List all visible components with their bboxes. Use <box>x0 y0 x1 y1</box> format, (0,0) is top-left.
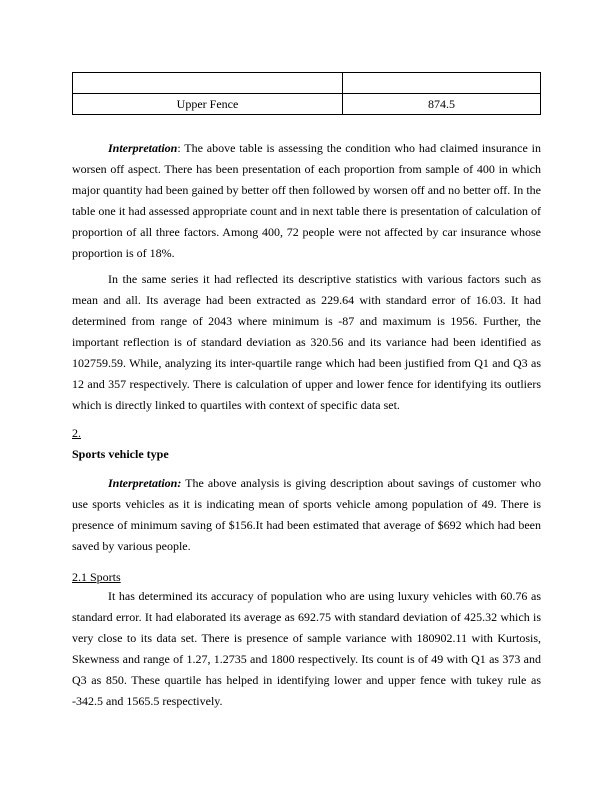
interpretation-label: Interpretation: <box>108 476 182 490</box>
table-cell-value <box>343 73 541 94</box>
table-cell-label: Upper Fence <box>73 94 343 115</box>
statistics-table <box>72 72 541 115</box>
paragraph-text: The above analysis is giving description about savings of customer who use sports vehicles as it is indicating mean of sports vehicle among population of 49. There is presence of minimum saving of $156.It had been estimated that average of $692 which had been saved by various people. <box>72 476 541 553</box>
section-title: Sports vehicle type <box>72 447 169 461</box>
table-cell-value: 874.5 <box>343 94 541 115</box>
paragraph-text: It has determined its accuracy of population who are using luxury vehicles with 60.76 as standard error. It had elaborated its average as 692.75 with standard deviation of 425.32 which is very close to its data set. There is presence of sample variance with 180902.11 with Kurtosis, Skewness and range of 1.27, 1.2735 and 1800 respectively. Its count is of 49 with Q1 as 373 and Q3 as 850. These quartile has helped in identifying lower and upper fence with tukey rule as -342.5 and 1565.5 respectively. <box>72 589 541 708</box>
section-number: 2. <box>72 426 81 440</box>
descriptive-statistics-paragraph <box>72 269 541 416</box>
paragraph-text: : The above table is assessing the condition who had claimed insurance in worsen off aspect. There has been presentation of each proportion from sample of 400 in which major quantity had been gained by better off then followed by worsen off and no better off. In the table one it had assessed appropriate count and in next table there is presentation of calculation of proportion of all three factors. Among 400, 72 people were not affected by car insurance whose proportion is of 18%. <box>72 141 541 260</box>
table-cell-label <box>73 73 343 94</box>
table-row <box>73 73 541 94</box>
interpretation-paragraph-2 <box>72 473 541 557</box>
table-row <box>73 94 541 115</box>
sports-paragraph <box>72 586 541 712</box>
subsection-title: 2.1 Sports <box>72 570 121 584</box>
paragraph-text: In the same series it had reflected its descriptive statistics with various factors such as mean and all. Its average had been extracted as 229.64 with standard error of 16.03. It had determined from range of 2043 where minimum is -87 and maximum is 1956. Further, the important reflection is of standard deviation as 320.56 and its variance had been identified as 102759.59. While, analyzing its inter-quartile range which had been justified from Q1 and Q3 as 12 and 357 respectively. There is calculation of upper and lower fence for identifying its outliers which is directly linked to quartiles with context of specific data set. <box>72 272 541 412</box>
interpretation-paragraph-1 <box>72 138 541 264</box>
interpretation-label: Interpretation <box>108 141 178 155</box>
